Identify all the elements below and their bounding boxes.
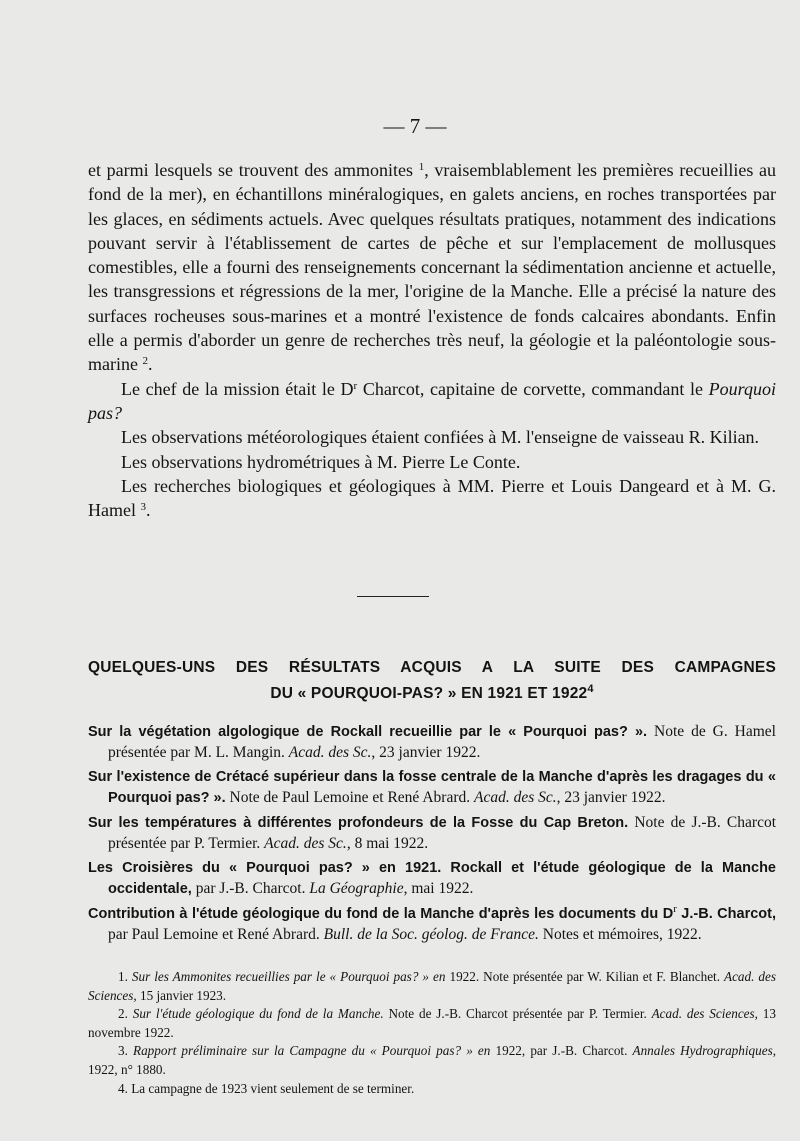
reference-title: Les Croisières du « Pourquoi pas? » en 1921. Rockall et l'étude géologique de la Manche occidentale, [88, 860, 776, 897]
footnote-journal: Annales Hydrographiques [632, 1043, 773, 1059]
paragraph-text: et parmi lesquels se trouvent des ammonites [88, 160, 419, 180]
footnote-number: 4. [118, 1080, 132, 1096]
reference-item [88, 722, 776, 762]
body-text [88, 158, 776, 522]
footnote [88, 1005, 776, 1042]
paragraph-text: Les recherches biologiques et géologiques à MM. Pierre et Louis Dangeard et à M. G. Hamel [88, 475, 776, 521]
reference-text: Note de J.-B. Charcot présentée par P. Termier. [108, 814, 776, 852]
reference-journal: Acad. des Sc. [288, 743, 372, 761]
heading-line-1: QUELQUES-UNS DES RÉSULTATS ACQUIS A LA SUITE DES CAMPAGNES [88, 659, 776, 676]
reference-journal: Bull. de la Soc. géolog. de France. [323, 925, 539, 943]
reference-journal: Acad. des Sc. [473, 788, 557, 806]
footnote-marker: 4 [587, 683, 594, 695]
reference-text: Note de G. Hamel présentée par M. L. Mangin. [108, 723, 776, 761]
footnote-marker: 2 [142, 355, 148, 368]
paragraph-text: . [147, 354, 153, 375]
footnote-number: 3. [118, 1043, 134, 1059]
paragraph-3: Les observations météorologiques étaient confiées à M. l'enseigne de vaisseau R. Kilian. [121, 427, 760, 448]
paragraph-text: . [145, 500, 151, 521]
section-heading [88, 655, 776, 707]
reference-text: par Paul Lemoine et René Abrard. [108, 925, 324, 943]
heading-line-2 [88, 681, 776, 707]
paragraph-2 [88, 377, 776, 426]
heading-text: DU « POURQUOI-PAS? » EN 1921 ET 1922 [270, 685, 588, 702]
footnotes [88, 968, 776, 1098]
reference-date: , mai 1922. [403, 879, 474, 897]
footnote-marker: 1 [418, 161, 425, 173]
separator-rule [357, 596, 429, 597]
footnote-date: , 1922, n° 1880. [88, 1043, 776, 1077]
footnote-marker: 3 [140, 501, 146, 514]
reference-text: Note de Paul Lemoine et René Abrard. [225, 788, 474, 806]
reference-text: par J.-B. Charcot. [191, 879, 310, 897]
reference-item [88, 767, 776, 808]
footnote-text: 1922, par J.-B. Charcot. [490, 1043, 633, 1059]
footnote [88, 1042, 776, 1079]
footnote-date: , 15 janvier 1923. [133, 987, 227, 1003]
footnote-text: La campagne de 1923 vient seulement de se terminer. [131, 1080, 415, 1096]
paragraph-4: Les observations hydrométriques à M. Pierre Le Conte. [121, 451, 521, 472]
footnote-date: , 13 novembre 1922. [88, 1006, 776, 1040]
footnote-journal: Acad. des Sciences [651, 1006, 755, 1022]
footnote-title: Rapport préliminaire sur la Campagne du « Pourquoi pas? » en [133, 1043, 491, 1059]
reference-date: , 8 mai 1922. [346, 834, 429, 852]
reference-item [88, 904, 776, 944]
paragraph-text: Le chef de la mission était le D [121, 378, 354, 399]
reference-title: Sur la végétation algologique de Rockall recueillie par le « Pourquoi pas? ». [88, 724, 648, 740]
footnote-title: Sur les Ammonites recueillies par le « Pourquoi pas? » en [131, 969, 446, 984]
reference-list [88, 722, 776, 949]
reference-title: Contribution à l'étude géologique du fond de la Manche d'après les documents du D [88, 906, 674, 922]
superscript: r [673, 903, 677, 915]
footnote-text: 1922. Note présentée par W. Kilian et F. Blanchet. [445, 969, 725, 984]
paragraph-text: Charcot, capitaine de corvette, commandant le [357, 378, 709, 399]
reference-title: J.-B. Charcot, [676, 906, 776, 922]
reference-journal: Acad. des Sc. [264, 834, 347, 852]
superscript: r [353, 379, 358, 392]
reference-title: Sur les températures à différentes profondeurs de la Fosse du Cap Breton. [88, 815, 629, 831]
page-number: — 7 — [383, 114, 447, 138]
footnote-number: 2. [118, 1006, 133, 1022]
reference-title: Sur l'existence de Crétacé supérieur dans la fosse centrale de la Manche d'après les dragages du « Pourquoi pas? ». [88, 769, 776, 806]
footnote-text: Note de J.-B. Charcot présentée par P. Termier. [383, 1006, 652, 1022]
footnote [88, 1080, 776, 1099]
footnote-title: Sur l'étude géologique du fond de la Manche. [132, 1006, 384, 1022]
footnote-number: 1. [118, 969, 132, 984]
footnote-journal: Acad. des Sciences [88, 969, 776, 1003]
reference-journal: La Géographie [309, 879, 404, 897]
ship-name: Pourquoi pas? [88, 378, 777, 423]
footnote [88, 968, 776, 1005]
reference-item [88, 813, 776, 853]
reference-item [88, 858, 776, 899]
paragraph-5 [88, 474, 776, 523]
paragraph-text: , vraisemblablement les premières recueillies au fond de la mer), en échantillons minéralogiques, en galets anciens, en roches transportées par les glaces, en sédiments actuels. Avec quelques résultats pratiques, notamment des indications pouvant servir à l'établissement de cartes de pêche et sur l'emplacement de mollusques comestibles, elle a fourni des renseignements concernant la sédimentation ancienne et actuelle, les transgressions et régressions de la mer, l'origine de la Manche. Elle a précisé la nature des surfaces rocheuses sous-marines et a montré l'existence de fonds calcaires abondants. Enfin elle a permis d'aborder un genre de recherches très neuf, la géologie et la paléontologie sous-marine [88, 160, 776, 375]
reference-date: , 23 janvier 1922. [556, 788, 666, 806]
reference-date: Notes et mémoires, 1922. [538, 925, 702, 943]
reference-date: , 23 janvier 1922. [371, 743, 481, 761]
paragraph-1 [88, 158, 776, 377]
